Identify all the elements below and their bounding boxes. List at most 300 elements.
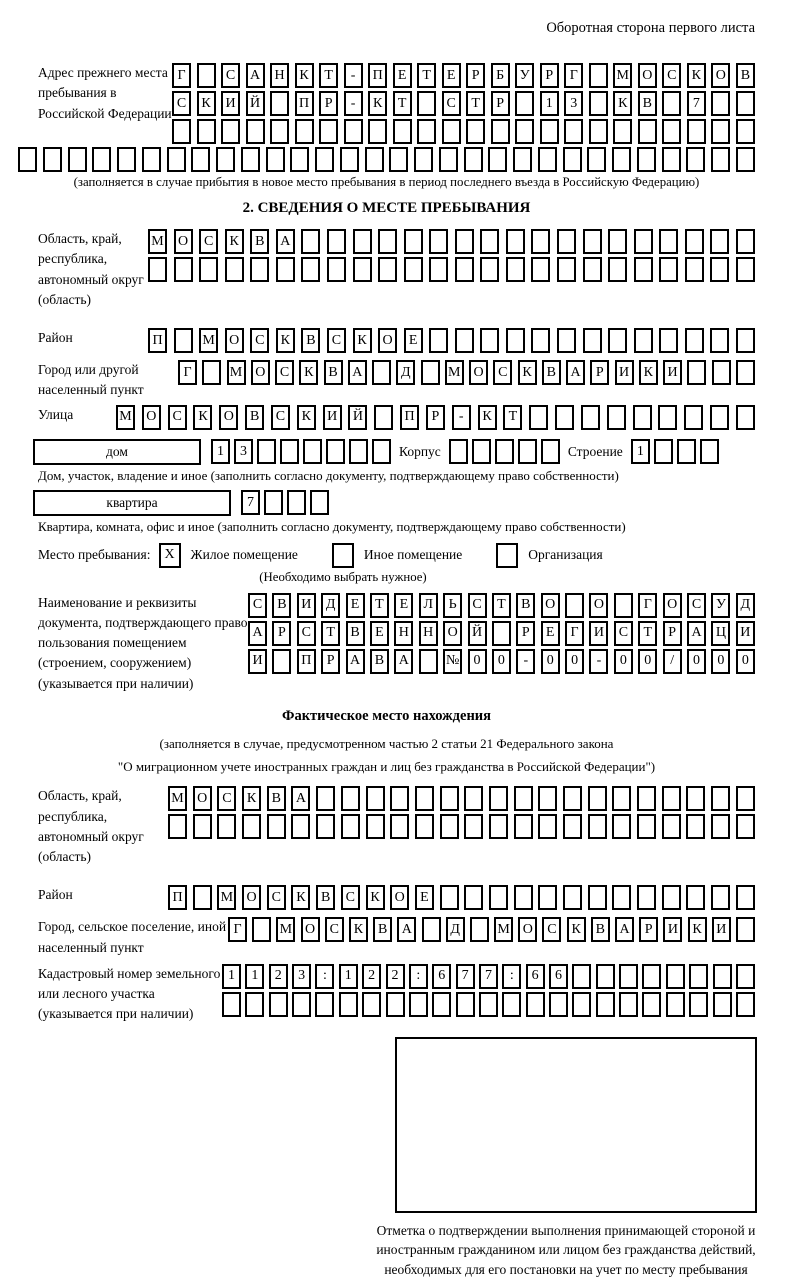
char-box[interactable]: С xyxy=(271,405,290,430)
char-box[interactable] xyxy=(390,814,409,839)
char-box[interactable] xyxy=(666,964,685,989)
char-box[interactable]: К xyxy=(276,328,295,353)
char-box[interactable] xyxy=(491,119,510,144)
char-box[interactable] xyxy=(538,885,557,910)
char-box[interactable]: О xyxy=(193,786,212,811)
char-box[interactable] xyxy=(264,490,283,515)
char-box[interactable]: О xyxy=(378,328,397,353)
char-box[interactable] xyxy=(415,786,434,811)
char-box[interactable] xyxy=(588,786,607,811)
char-box[interactable] xyxy=(711,91,730,116)
char-box[interactable] xyxy=(634,229,653,254)
char-box[interactable] xyxy=(589,63,608,88)
char-box[interactable]: С xyxy=(217,786,236,811)
char-box[interactable]: О xyxy=(251,360,270,385)
char-box[interactable]: С xyxy=(325,917,344,942)
char-box[interactable]: О xyxy=(663,593,682,618)
char-box[interactable]: Р xyxy=(426,405,445,430)
char-box[interactable]: Ь xyxy=(443,593,462,618)
char-box[interactable]: В xyxy=(373,917,392,942)
char-box[interactable]: О xyxy=(443,621,462,646)
char-box[interactable] xyxy=(538,147,557,172)
char-box[interactable]: С xyxy=(442,91,461,116)
char-box[interactable] xyxy=(514,814,533,839)
char-box[interactable] xyxy=(489,885,508,910)
char-box[interactable]: 1 xyxy=(222,964,241,989)
char-box[interactable]: А xyxy=(291,786,310,811)
checkbox-other-premises[interactable] xyxy=(332,543,354,568)
char-box[interactable] xyxy=(417,119,436,144)
char-box[interactable]: К xyxy=(349,917,368,942)
char-box[interactable] xyxy=(270,91,289,116)
char-box[interactable] xyxy=(422,917,441,942)
char-box[interactable]: М xyxy=(199,328,218,353)
char-box[interactable]: П xyxy=(297,649,316,674)
char-box[interactable] xyxy=(515,119,534,144)
char-box[interactable]: Б xyxy=(491,63,510,88)
char-box[interactable]: Й xyxy=(246,91,265,116)
char-box[interactable]: Н xyxy=(394,621,413,646)
char-box[interactable] xyxy=(689,964,708,989)
char-box[interactable] xyxy=(736,405,755,430)
char-box[interactable]: 0 xyxy=(492,649,511,674)
char-box[interactable] xyxy=(736,964,755,989)
char-box[interactable]: С xyxy=(275,360,294,385)
char-box[interactable] xyxy=(613,119,632,144)
char-box[interactable]: Е xyxy=(393,63,412,88)
char-box[interactable] xyxy=(518,439,537,464)
char-box[interactable] xyxy=(608,257,627,282)
char-box[interactable]: М xyxy=(613,63,632,88)
char-box[interactable]: Р xyxy=(321,649,340,674)
char-box[interactable] xyxy=(557,257,576,282)
char-box[interactable] xyxy=(225,257,244,282)
char-box[interactable] xyxy=(18,147,37,172)
char-box[interactable] xyxy=(43,147,62,172)
char-box[interactable] xyxy=(662,119,681,144)
char-box[interactable]: 6 xyxy=(526,964,545,989)
char-box[interactable] xyxy=(292,992,311,1017)
char-box[interactable]: Е xyxy=(346,593,365,618)
char-box[interactable]: М xyxy=(148,229,167,254)
char-box[interactable] xyxy=(619,964,638,989)
char-box[interactable] xyxy=(686,885,705,910)
char-box[interactable] xyxy=(221,119,240,144)
char-box[interactable] xyxy=(464,814,483,839)
char-box[interactable] xyxy=(711,119,730,144)
char-box[interactable] xyxy=(250,257,269,282)
char-box[interactable]: - xyxy=(344,91,363,116)
char-box[interactable] xyxy=(608,229,627,254)
char-box[interactable] xyxy=(515,91,534,116)
char-box[interactable]: П xyxy=(295,91,314,116)
char-box[interactable]: А xyxy=(397,917,416,942)
char-box[interactable] xyxy=(372,360,391,385)
char-box[interactable]: И xyxy=(663,917,682,942)
char-box[interactable]: С xyxy=(172,91,191,116)
char-box[interactable]: 1 xyxy=(339,964,358,989)
char-box[interactable]: С xyxy=(687,593,706,618)
char-box[interactable] xyxy=(389,147,408,172)
char-box[interactable]: В xyxy=(250,229,269,254)
char-box[interactable] xyxy=(662,814,681,839)
char-box[interactable]: Т xyxy=(370,593,389,618)
char-box[interactable] xyxy=(390,786,409,811)
char-box[interactable] xyxy=(92,147,111,172)
char-box[interactable]: О xyxy=(589,593,608,618)
char-box[interactable] xyxy=(589,91,608,116)
char-box[interactable]: С xyxy=(614,621,633,646)
char-box[interactable]: 2 xyxy=(386,964,405,989)
char-box[interactable] xyxy=(634,257,653,282)
char-box[interactable] xyxy=(563,786,582,811)
char-box[interactable]: В xyxy=(267,786,286,811)
char-box[interactable] xyxy=(393,119,412,144)
char-box[interactable]: У xyxy=(711,593,730,618)
char-box[interactable]: К xyxy=(368,91,387,116)
char-box[interactable]: 0 xyxy=(711,649,730,674)
char-box[interactable]: Р xyxy=(663,621,682,646)
char-box[interactable] xyxy=(464,885,483,910)
char-box[interactable] xyxy=(489,814,508,839)
char-box[interactable]: О xyxy=(638,63,657,88)
char-box[interactable] xyxy=(736,328,755,353)
char-box[interactable]: К xyxy=(295,63,314,88)
char-box[interactable] xyxy=(736,360,755,385)
char-box[interactable] xyxy=(245,992,264,1017)
char-box[interactable]: О xyxy=(219,405,238,430)
char-box[interactable]: Д xyxy=(321,593,340,618)
char-box[interactable] xyxy=(492,621,511,646)
char-box[interactable]: 0 xyxy=(614,649,633,674)
char-box[interactable] xyxy=(266,147,285,172)
char-box[interactable] xyxy=(538,786,557,811)
char-box[interactable]: С xyxy=(199,229,218,254)
char-box[interactable]: Д xyxy=(396,360,415,385)
char-box[interactable] xyxy=(174,328,193,353)
char-box[interactable] xyxy=(449,439,468,464)
char-box[interactable] xyxy=(202,360,221,385)
char-box[interactable] xyxy=(174,257,193,282)
char-box[interactable] xyxy=(417,91,436,116)
char-box[interactable]: В xyxy=(316,885,335,910)
char-box[interactable] xyxy=(736,917,755,942)
char-box[interactable] xyxy=(712,360,731,385)
char-box[interactable]: Р xyxy=(540,63,559,88)
char-box[interactable] xyxy=(257,439,276,464)
char-box[interactable] xyxy=(666,992,685,1017)
char-box[interactable]: : xyxy=(409,964,428,989)
char-box[interactable] xyxy=(538,814,557,839)
char-box[interactable]: С xyxy=(468,593,487,618)
char-box[interactable] xyxy=(455,257,474,282)
char-box[interactable] xyxy=(464,786,483,811)
char-box[interactable]: 3 xyxy=(234,439,253,464)
char-box[interactable] xyxy=(341,786,360,811)
char-box[interactable]: М xyxy=(445,360,464,385)
char-box[interactable] xyxy=(470,917,489,942)
char-box[interactable]: С xyxy=(662,63,681,88)
char-box[interactable] xyxy=(588,885,607,910)
char-box[interactable] xyxy=(659,257,678,282)
char-box[interactable] xyxy=(440,885,459,910)
char-box[interactable]: 7 xyxy=(456,964,475,989)
char-box[interactable]: С xyxy=(221,63,240,88)
char-box[interactable]: / xyxy=(663,649,682,674)
char-box[interactable]: Г xyxy=(564,63,583,88)
char-box[interactable] xyxy=(378,229,397,254)
char-box[interactable]: К xyxy=(193,405,212,430)
char-box[interactable] xyxy=(662,147,681,172)
char-box[interactable] xyxy=(414,147,433,172)
char-box[interactable]: Й xyxy=(468,621,487,646)
char-box[interactable]: О xyxy=(225,328,244,353)
char-box[interactable] xyxy=(710,257,729,282)
char-box[interactable] xyxy=(596,964,615,989)
char-box[interactable]: Р xyxy=(516,621,535,646)
char-box[interactable] xyxy=(316,786,335,811)
char-box[interactable] xyxy=(404,257,423,282)
char-box[interactable] xyxy=(502,992,521,1017)
char-box[interactable]: Р xyxy=(466,63,485,88)
char-box[interactable] xyxy=(637,786,656,811)
char-box[interactable]: - xyxy=(516,649,535,674)
char-box[interactable] xyxy=(172,119,191,144)
char-box[interactable] xyxy=(710,405,729,430)
char-box[interactable]: - xyxy=(344,63,363,88)
char-box[interactable] xyxy=(572,992,591,1017)
char-box[interactable]: В xyxy=(638,91,657,116)
char-box[interactable] xyxy=(480,257,499,282)
char-box[interactable] xyxy=(612,147,631,172)
char-box[interactable] xyxy=(689,992,708,1017)
char-box[interactable]: А xyxy=(246,63,265,88)
char-box[interactable] xyxy=(736,885,755,910)
char-box[interactable] xyxy=(366,814,385,839)
char-box[interactable] xyxy=(583,229,602,254)
char-box[interactable] xyxy=(327,257,346,282)
char-box[interactable]: А xyxy=(276,229,295,254)
char-box[interactable] xyxy=(686,147,705,172)
char-box[interactable]: Е xyxy=(370,621,389,646)
char-box[interactable]: Т xyxy=(319,63,338,88)
char-box[interactable]: О xyxy=(469,360,488,385)
char-box[interactable] xyxy=(608,328,627,353)
char-box[interactable]: И xyxy=(221,91,240,116)
char-box[interactable] xyxy=(549,992,568,1017)
char-box[interactable] xyxy=(217,814,236,839)
char-box[interactable] xyxy=(222,992,241,1017)
char-box[interactable]: С xyxy=(542,917,561,942)
char-box[interactable] xyxy=(199,257,218,282)
char-box[interactable] xyxy=(687,119,706,144)
char-box[interactable]: У xyxy=(515,63,534,88)
char-box[interactable] xyxy=(711,147,730,172)
char-box[interactable] xyxy=(303,439,322,464)
char-box[interactable]: К xyxy=(478,405,497,430)
char-box[interactable]: А xyxy=(566,360,585,385)
char-box[interactable]: 0 xyxy=(687,649,706,674)
char-box[interactable] xyxy=(736,257,755,282)
char-box[interactable]: С xyxy=(248,593,267,618)
char-box[interactable]: Р xyxy=(319,91,338,116)
char-box[interactable] xyxy=(216,147,235,172)
char-box[interactable] xyxy=(662,885,681,910)
char-box[interactable] xyxy=(529,405,548,430)
char-box[interactable]: В xyxy=(736,63,755,88)
char-box[interactable] xyxy=(339,992,358,1017)
char-box[interactable]: Т xyxy=(393,91,412,116)
char-box[interactable] xyxy=(340,147,359,172)
char-box[interactable]: 1 xyxy=(631,439,650,464)
char-box[interactable]: Р xyxy=(272,621,291,646)
char-box[interactable] xyxy=(572,964,591,989)
char-box[interactable] xyxy=(710,328,729,353)
char-box[interactable] xyxy=(614,593,633,618)
char-box[interactable] xyxy=(506,257,525,282)
char-box[interactable] xyxy=(193,885,212,910)
char-box[interactable] xyxy=(642,992,661,1017)
char-box[interactable] xyxy=(531,328,550,353)
char-box[interactable] xyxy=(612,814,631,839)
char-box[interactable]: 7 xyxy=(479,964,498,989)
char-box[interactable] xyxy=(455,328,474,353)
char-box[interactable]: Р xyxy=(639,917,658,942)
char-box[interactable]: Т xyxy=(638,621,657,646)
char-box[interactable]: А xyxy=(687,621,706,646)
char-box[interactable] xyxy=(374,405,393,430)
char-box[interactable]: И xyxy=(297,593,316,618)
char-box[interactable] xyxy=(168,814,187,839)
char-box[interactable] xyxy=(633,405,652,430)
char-box[interactable]: 1 xyxy=(245,964,264,989)
char-box[interactable] xyxy=(495,439,514,464)
char-box[interactable]: М xyxy=(227,360,246,385)
char-box[interactable] xyxy=(466,119,485,144)
char-box[interactable] xyxy=(409,992,428,1017)
char-box[interactable]: В xyxy=(245,405,264,430)
char-box[interactable] xyxy=(506,328,525,353)
char-box[interactable]: 6 xyxy=(432,964,451,989)
char-box[interactable]: М xyxy=(276,917,295,942)
char-box[interactable]: С xyxy=(341,885,360,910)
char-box[interactable] xyxy=(711,786,730,811)
char-box[interactable]: М xyxy=(116,405,135,430)
char-box[interactable]: С xyxy=(327,328,346,353)
char-box[interactable] xyxy=(563,814,582,839)
char-box[interactable]: С xyxy=(250,328,269,353)
char-box[interactable]: 3 xyxy=(292,964,311,989)
char-box[interactable] xyxy=(541,439,560,464)
char-box[interactable] xyxy=(326,439,345,464)
char-box[interactable]: К xyxy=(291,885,310,910)
char-box[interactable] xyxy=(479,992,498,1017)
char-box[interactable]: К xyxy=(197,91,216,116)
char-box[interactable]: Н xyxy=(270,63,289,88)
char-box[interactable]: О xyxy=(174,229,193,254)
char-box[interactable]: К xyxy=(225,229,244,254)
char-box[interactable] xyxy=(378,257,397,282)
char-box[interactable] xyxy=(344,119,363,144)
char-box[interactable]: Н xyxy=(419,621,438,646)
char-box[interactable] xyxy=(659,229,678,254)
char-box[interactable] xyxy=(167,147,186,172)
char-box[interactable] xyxy=(489,786,508,811)
char-box[interactable]: В xyxy=(346,621,365,646)
char-box[interactable]: Е xyxy=(541,621,560,646)
char-box[interactable]: Т xyxy=(492,593,511,618)
char-box[interactable] xyxy=(456,992,475,1017)
char-box[interactable] xyxy=(270,119,289,144)
char-box[interactable] xyxy=(563,885,582,910)
char-box[interactable] xyxy=(713,992,732,1017)
char-box[interactable] xyxy=(736,147,755,172)
char-box[interactable] xyxy=(526,992,545,1017)
char-box[interactable]: Е xyxy=(442,63,461,88)
char-box[interactable]: В xyxy=(324,360,343,385)
char-box[interactable] xyxy=(269,992,288,1017)
char-box[interactable] xyxy=(191,147,210,172)
char-box[interactable] xyxy=(368,119,387,144)
char-box[interactable] xyxy=(563,147,582,172)
char-box[interactable]: И xyxy=(736,621,755,646)
char-box[interactable] xyxy=(637,147,656,172)
char-box[interactable] xyxy=(638,119,657,144)
char-box[interactable] xyxy=(583,257,602,282)
char-box[interactable]: В xyxy=(591,917,610,942)
char-box[interactable] xyxy=(349,439,368,464)
char-box[interactable] xyxy=(267,814,286,839)
char-box[interactable] xyxy=(142,147,161,172)
char-box[interactable] xyxy=(319,119,338,144)
char-box[interactable]: К xyxy=(299,360,318,385)
char-box[interactable] xyxy=(272,649,291,674)
char-box[interactable]: - xyxy=(589,649,608,674)
char-box[interactable] xyxy=(587,147,606,172)
char-box[interactable]: Г xyxy=(178,360,197,385)
char-box[interactable] xyxy=(291,814,310,839)
char-box[interactable] xyxy=(362,992,381,1017)
char-box[interactable]: К xyxy=(688,917,707,942)
char-box[interactable]: Т xyxy=(321,621,340,646)
char-box[interactable]: М xyxy=(217,885,236,910)
checkbox-organization[interactable] xyxy=(496,543,518,568)
char-box[interactable]: Т xyxy=(503,405,522,430)
char-box[interactable]: Л xyxy=(419,593,438,618)
char-box[interactable] xyxy=(642,964,661,989)
char-box[interactable] xyxy=(252,917,271,942)
char-box[interactable] xyxy=(612,885,631,910)
char-box[interactable] xyxy=(557,229,576,254)
char-box[interactable] xyxy=(429,229,448,254)
char-box[interactable]: Е xyxy=(415,885,434,910)
char-box[interactable]: О xyxy=(541,593,560,618)
char-box[interactable] xyxy=(637,814,656,839)
char-box[interactable] xyxy=(686,786,705,811)
char-box[interactable]: Е xyxy=(404,328,423,353)
char-box[interactable]: 2 xyxy=(269,964,288,989)
char-box[interactable]: - xyxy=(452,405,471,430)
char-box[interactable] xyxy=(588,814,607,839)
char-box[interactable]: А xyxy=(348,360,367,385)
char-box[interactable]: Д xyxy=(446,917,465,942)
char-box[interactable]: 7 xyxy=(241,490,260,515)
char-box[interactable]: К xyxy=(297,405,316,430)
char-box[interactable]: К xyxy=(353,328,372,353)
char-box[interactable] xyxy=(684,405,703,430)
char-box[interactable] xyxy=(290,147,309,172)
char-box[interactable]: П xyxy=(400,405,419,430)
